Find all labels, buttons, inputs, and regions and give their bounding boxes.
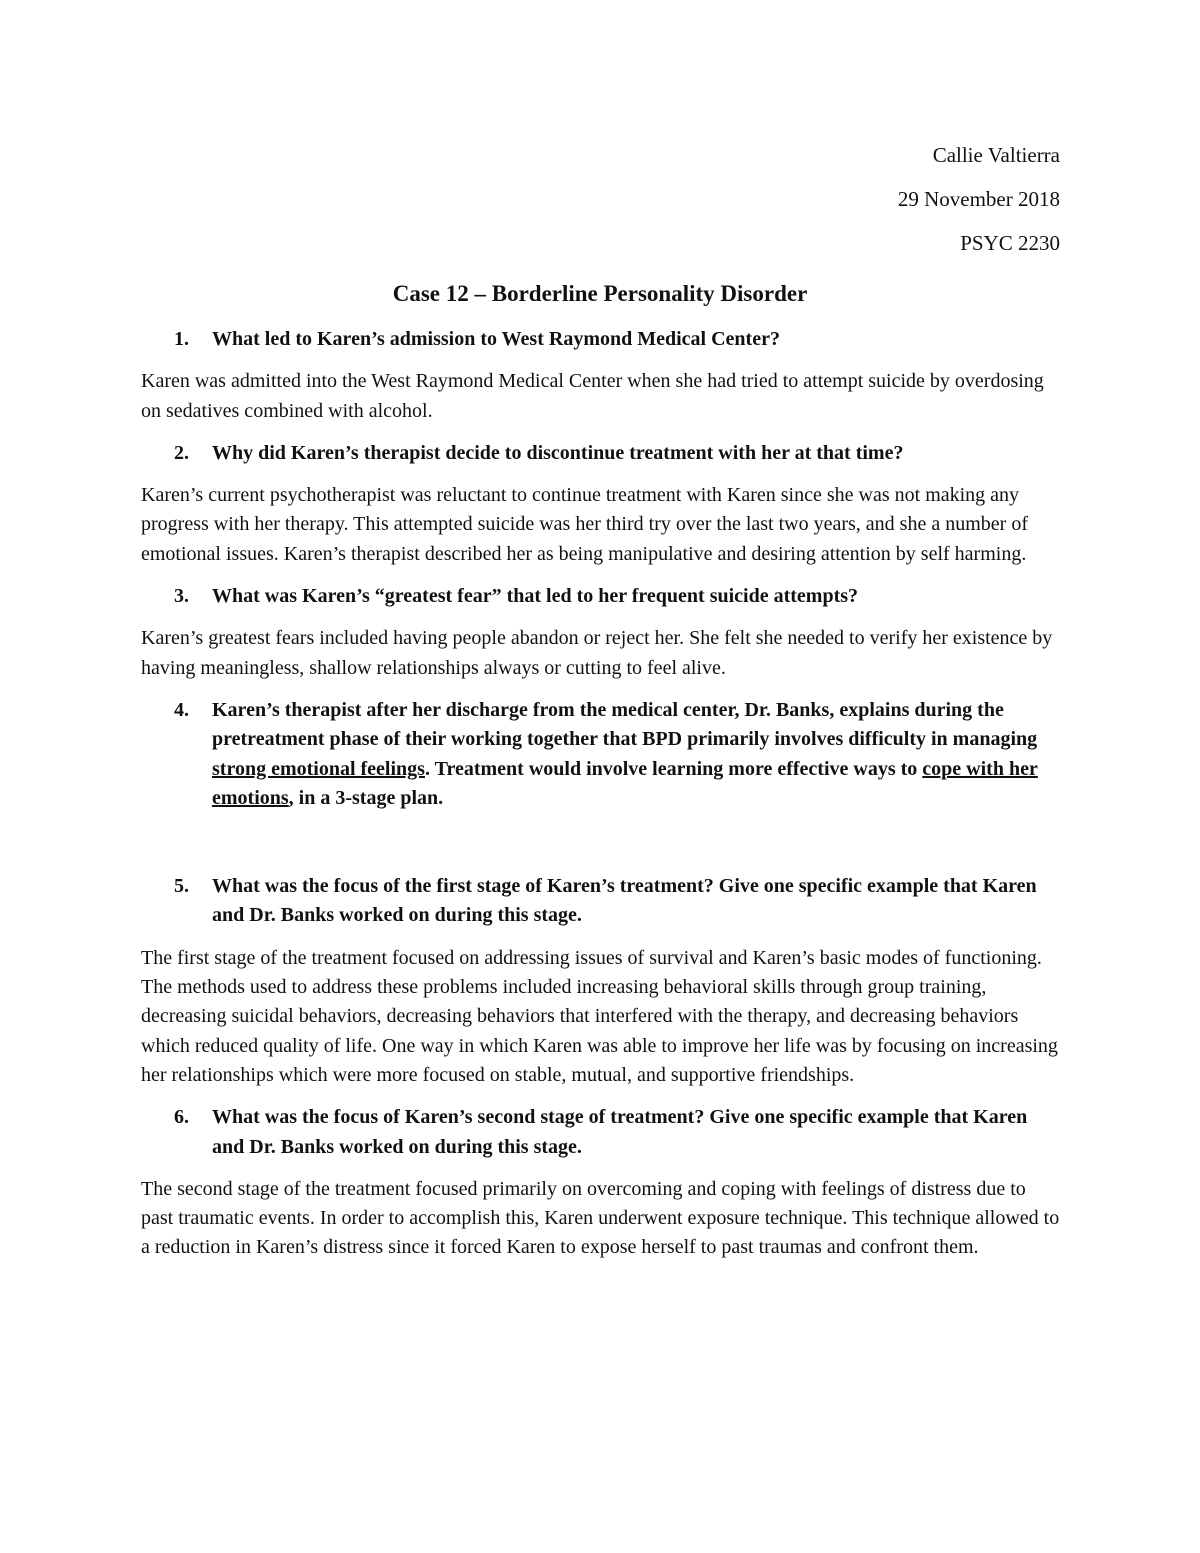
question-3 xyxy=(141,582,1061,611)
author-name: Callie Valtierra xyxy=(932,143,1060,167)
underlined-phrase-2: cope with her emotions xyxy=(212,757,1038,809)
question-text: What was Karen’s “greatest fear” that led to her frequent suicide attempts? xyxy=(212,585,859,608)
answer-5: The first stage of the treatment focused on addressing issues of survival and Karen’s basic modes of functioning. The methods used to address these problems included increasing behavioral skills through group training, decreasing suicidal behaviors, decreasing behaviors that interfered with the therapy, and decreasing behaviors which reduced quality of life. One way in which Karen was able to improve her life was by focusing on increasing her relationships which were more focused on stable, mutual, and supportive friendships. xyxy=(141,946,1058,1086)
question-text: Why did Karen’s therapist decide to discontinue treatment with her at that time? xyxy=(212,441,904,464)
question-text: What was the focus of the first stage of Karen’s treatment? Give one specific example that Karen and Dr. Banks worked on during this stage. xyxy=(212,875,1037,927)
question-5 xyxy=(141,872,1061,931)
question-text: What led to Karen’s admission to West Raymond Medical Center? xyxy=(212,328,780,350)
question-1 xyxy=(141,325,1061,354)
answer-2: Karen’s current psychotherapist was reluctant to continue treatment with Karen since she was not making any progress with her therapy. This attempted suicide was her third try over the last two years, and she a number of emotional issues. Karen’s therapist described her as being manipulative and desiring attention by self harming. xyxy=(141,484,1028,565)
header-block xyxy=(898,140,1060,272)
question-number: 5. xyxy=(174,875,189,898)
question-text: What was the focus of Karen’s second stage of treatment? Give one specific example that Karen and Dr. Banks worked on during this stage. xyxy=(212,1106,1028,1158)
question-number: 2. xyxy=(174,441,189,464)
question-text-part-1: Karen’s therapist after her discharge from the medical center, Dr. Banks, explains during the pretreatment phase of their working together that BPD primarily involves difficulty in managing xyxy=(212,698,1038,751)
question-text-part-3: , in a 3-stage plan. xyxy=(288,786,444,809)
question-number: 3. xyxy=(174,585,189,608)
course-code: PSYC 2230 xyxy=(960,231,1060,255)
blank-line xyxy=(141,826,1061,872)
answer-3: Karen’s greatest fears included having people abandon or reject her. She felt she needed to verify her existence by having meaningless, shallow relationships always or cutting to feel alive. xyxy=(141,627,1053,679)
question-text-part-2: . Treatment would involve learning more effective ways to xyxy=(424,757,923,780)
question-6 xyxy=(141,1103,1061,1162)
document-date: 29 November 2018 xyxy=(897,187,1060,211)
answer-6: The second stage of the treatment focused primarily on overcoming and coping with feelings of distress due to past traumatic events. In order to accomplish this, Karen underwent exposure technique. This technique allowed to a reduction in Karen’s distress since it forced Karen to expose herself to past traumas and confront them. xyxy=(141,1177,1060,1259)
document-body xyxy=(141,325,1061,1276)
answer-1: Karen was admitted into the West Raymond Medical Center when she had tried to attempt suicide by overdosing on sedatives combined with alcohol. xyxy=(141,370,1044,422)
question-2 xyxy=(141,439,1061,468)
underlined-phrase-1: strong emotional feelings xyxy=(212,757,425,780)
question-number: 1. xyxy=(174,328,189,350)
document-title: Case 12 – Borderline Personality Disorder xyxy=(392,281,808,306)
question-4 xyxy=(141,696,1061,813)
question-number: 6. xyxy=(174,1106,189,1129)
question-number: 4. xyxy=(174,698,189,721)
